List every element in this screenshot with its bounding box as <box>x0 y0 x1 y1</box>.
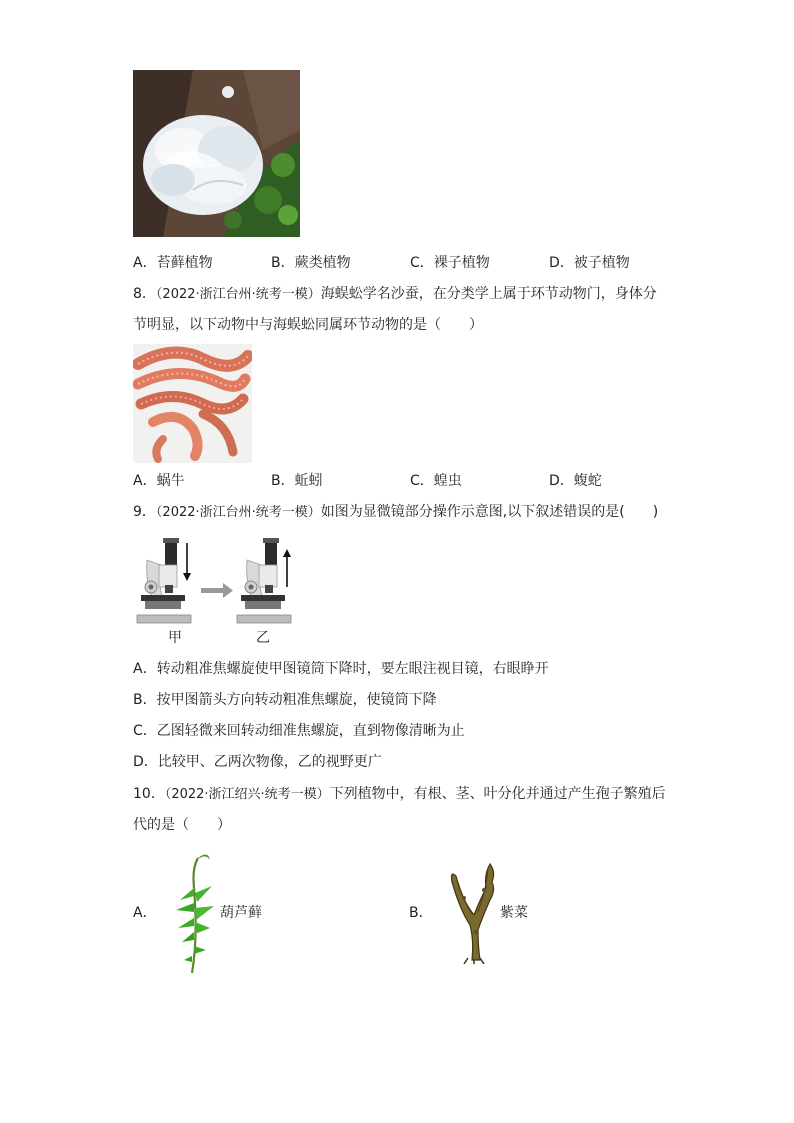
q8-option-b[interactable]: B．蚯蚓 <box>271 473 323 489</box>
porphyra-image <box>446 860 502 964</box>
q10-stem-line-2: 代的是（ ） <box>133 817 231 833</box>
q7-option-d[interactable]: D．被子植物 <box>549 255 630 271</box>
q10-option-a-label: 葫芦藓 <box>220 905 262 921</box>
q10-stem-line-1 <box>133 784 666 805</box>
q8-source: （2022·浙江台州·统考一模） <box>155 287 321 302</box>
arrow-down-icon <box>183 543 191 581</box>
q8-stem-line-2: 节明显，以下动物中与海蜈蚣同属环节动物的是（ ） <box>133 317 483 333</box>
clamworm-image <box>133 344 252 463</box>
q8-option-a[interactable]: A．蜗牛 <box>133 473 185 489</box>
q8-stem-1: 海蜈蚣学名沙蚕，在分类学上属于环节动物门，身体分 <box>320 286 657 302</box>
q9-option-a[interactable]: A．转动粗准焦螺旋使甲图镜筒下降时，要左眼注视目镜，右眼睁开 <box>133 661 549 677</box>
q10-option-b-label: 紫菜 <box>500 905 528 921</box>
microscope-yi-icon <box>237 538 291 623</box>
q10-source: （2022·浙江绍兴·统考一模） <box>164 787 330 802</box>
q9-option-b[interactable]: B．按甲图箭头方向转动粗准焦螺旋，使镜筒下降 <box>133 692 437 708</box>
q9-number: 9． <box>133 504 156 520</box>
q8-option-c[interactable]: C．蝗虫 <box>410 473 462 489</box>
q7-option-a[interactable]: A．苔藓植物 <box>133 255 213 271</box>
arrow-up-icon <box>283 549 291 587</box>
label-jia: 甲 <box>168 630 182 646</box>
microscope-diagram <box>135 535 300 625</box>
q9-option-d[interactable]: D．比较甲、乙两次物像，乙的视野更广 <box>133 754 382 770</box>
arrow-right-icon <box>201 583 233 598</box>
q8-option-d[interactable]: D．蝮蛇 <box>549 473 602 489</box>
q9-stem-line-1 <box>133 502 658 523</box>
q9-source: （2022·浙江台州·统考一模） <box>155 505 321 520</box>
white-fungus-image <box>133 70 300 237</box>
q10-stem-1: 下列植物中，有根、茎、叶分化并通过产生孢子繁殖后 <box>329 786 666 802</box>
q10-option-a-letter[interactable]: A． <box>133 905 157 921</box>
q10-option-b-letter[interactable]: B． <box>409 905 433 921</box>
q8-number: 8． <box>133 286 156 302</box>
label-yi: 乙 <box>256 630 270 646</box>
q8-stem-line-1 <box>133 284 657 305</box>
q9-stem-1: 如图为显微镜部分操作示意图,以下叙述错误的是( ) <box>320 504 659 520</box>
q7-option-c[interactable]: C．裸子植物 <box>410 255 490 271</box>
q9-option-c[interactable]: C．乙图轻微来回转动细准焦螺旋，直到物像清晰为止 <box>133 723 465 739</box>
q10-number: 10． <box>133 786 165 802</box>
microscope-jia-icon <box>137 538 191 623</box>
moss-plant-image <box>170 848 220 976</box>
q7-option-b[interactable]: B．蕨类植物 <box>271 255 351 271</box>
